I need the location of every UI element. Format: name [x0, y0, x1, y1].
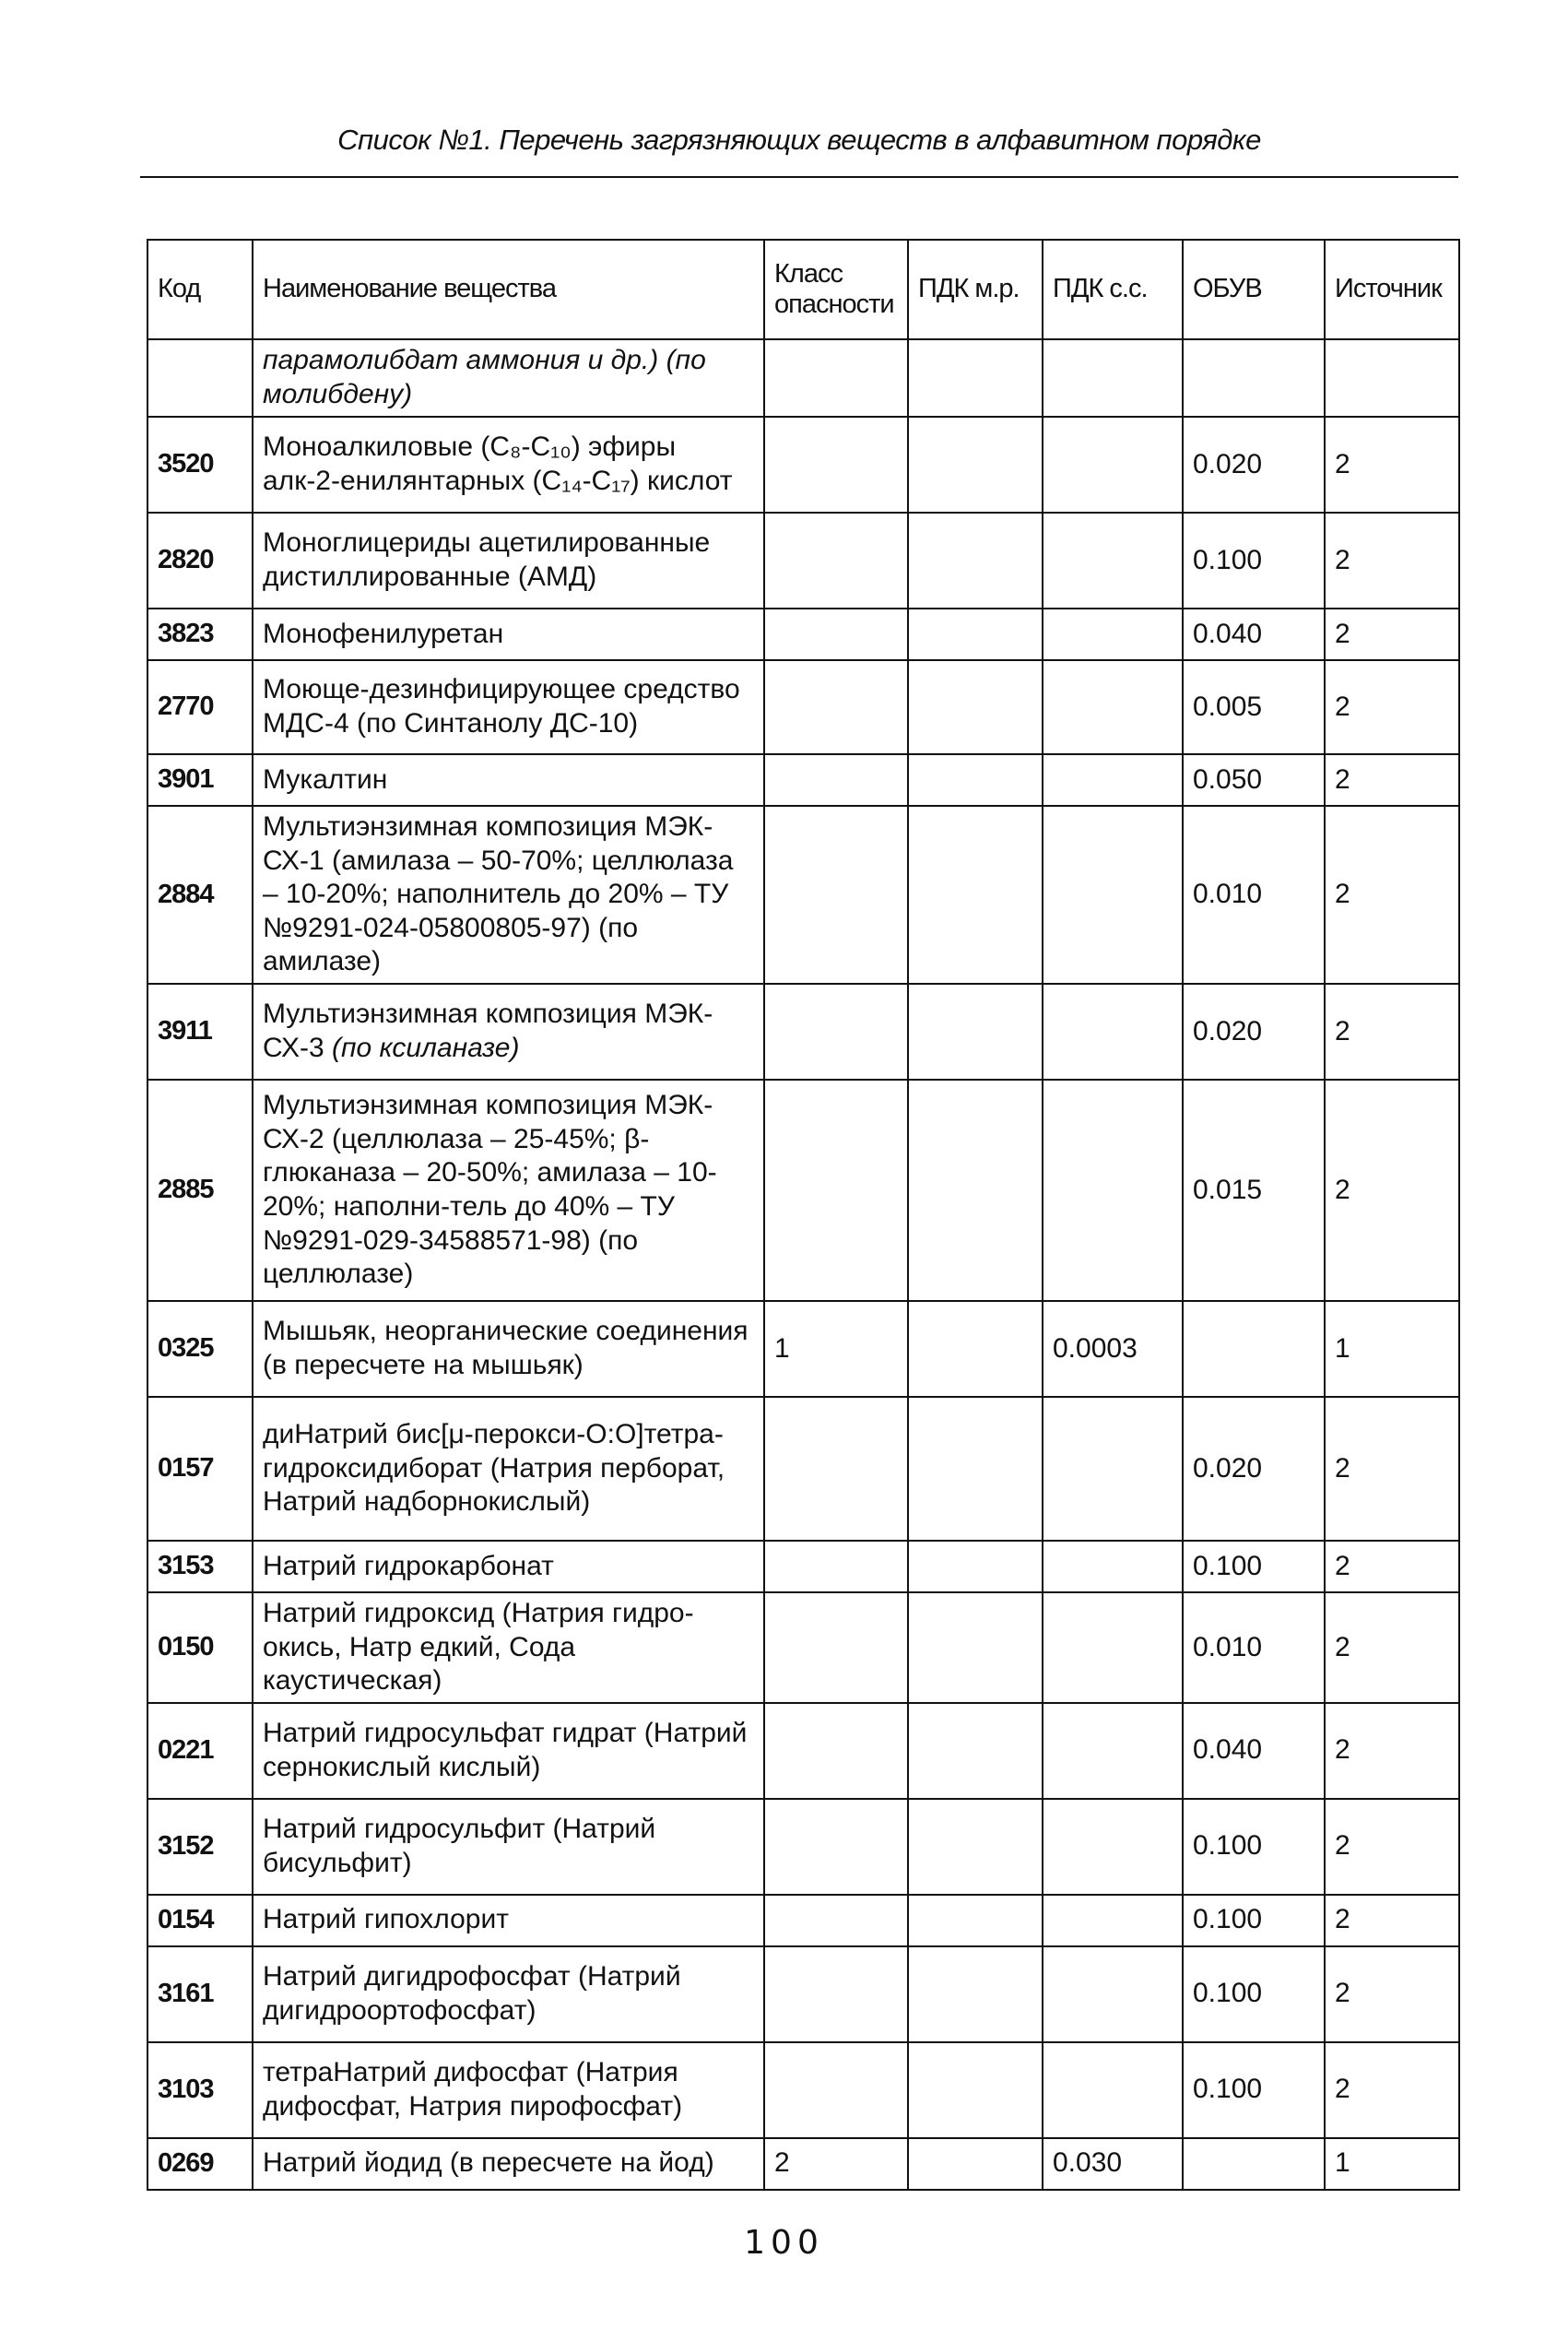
source-cell — [1325, 339, 1459, 417]
hazard-class-cell — [764, 339, 908, 417]
hazard-class-cell — [764, 754, 908, 806]
table-row — [147, 1080, 1459, 1301]
substance-name — [253, 1703, 764, 1799]
obuv-cell — [1183, 1080, 1325, 1301]
substance-code — [147, 2138, 253, 2190]
obuv-cell — [1183, 1895, 1325, 1946]
obuv-cell-text: 0.020 — [1193, 1452, 1263, 1484]
column-header-obuv: ОБУВ — [1183, 240, 1325, 339]
pdk-mr-cell — [908, 806, 1043, 984]
pdk-mr-cell — [908, 1946, 1043, 2042]
pdk-mr-cell — [908, 339, 1043, 417]
source-cell — [1325, 1397, 1459, 1541]
substance-name — [253, 513, 764, 609]
obuv-cell-text: 0.010 — [1193, 1631, 1263, 1662]
substance-code-text: 2885 — [158, 1175, 214, 1205]
substance-name-text: Моноглицериды ацетилированные дистиллированные (АМД) — [263, 527, 711, 592]
source-cell-text: 1 — [1335, 1332, 1350, 1364]
source-cell — [1325, 417, 1459, 513]
hazard-class-cell — [764, 1541, 908, 1592]
substance-code-text: 2770 — [158, 692, 214, 722]
pdk-ss-cell — [1043, 806, 1183, 984]
table-row — [147, 1397, 1459, 1541]
table-row — [147, 1301, 1459, 1397]
obuv-cell — [1183, 1301, 1325, 1397]
substance-name — [253, 1592, 764, 1703]
substance-name — [253, 1301, 764, 1397]
obuv-cell-text: 0.100 — [1193, 2074, 1263, 2105]
substance-name-text: Моноалкиловые (C₈-C₁₀) эфиры алк-2-енилянтарных (C₁₄-C₁₇) кислот — [263, 432, 733, 496]
substance-name-text: Моюще-дезинфицирующее средство МДС-4 (по Синтанолу ДС-10) — [263, 674, 740, 739]
hazard-class-cell — [764, 1397, 908, 1541]
pdk-ss-cell — [1043, 513, 1183, 609]
source-cell-text: 1 — [1335, 2147, 1350, 2179]
obuv-cell-text: 0.040 — [1193, 618, 1263, 649]
source-cell-text: 2 — [1335, 1978, 1350, 2009]
pdk-ss-cell — [1043, 1946, 1183, 2042]
source-cell-text: 2 — [1335, 618, 1350, 649]
substance-name — [253, 339, 764, 417]
obuv-cell-text: 0.020 — [1193, 448, 1263, 479]
pdk-ss-cell-text: 0.030 — [1053, 2147, 1123, 2179]
pdk-mr-cell — [908, 1703, 1043, 1799]
hazard-class-cell — [764, 1799, 908, 1895]
substance-code-text: 0154 — [158, 1905, 214, 1935]
source-cell-text: 2 — [1335, 1734, 1350, 1766]
substance-name-text: Мультиэнзимная композиция МЭК-СХ-1 (амилаза – 50-70%; целлюлаза – 10-20%; наполнитель до 20% – ТУ №9291-024-05800805-97) (по амилазе) — [263, 811, 734, 977]
column-header-code: Код — [147, 240, 253, 339]
substance-name-text: Мышьяк, неорганические соединения (в пересчете на мышьяк) — [263, 1316, 749, 1380]
obuv-cell — [1183, 660, 1325, 754]
obuv-cell — [1183, 1541, 1325, 1592]
obuv-cell — [1183, 1703, 1325, 1799]
substances-table — [147, 239, 1460, 2191]
obuv-cell — [1183, 754, 1325, 806]
pdk-ss-cell — [1043, 660, 1183, 754]
hazard-class-cell — [764, 1895, 908, 1946]
substance-code-text: 3161 — [158, 1979, 214, 2009]
source-cell — [1325, 660, 1459, 754]
pdk-mr-cell — [908, 2138, 1043, 2190]
substance-code — [147, 1397, 253, 1541]
obuv-cell — [1183, 2138, 1325, 2190]
source-cell-text: 2 — [1335, 879, 1350, 910]
obuv-cell-text: 0.100 — [1193, 1830, 1263, 1862]
page-number: 100 — [744, 2224, 824, 2262]
substance-name — [253, 660, 764, 754]
substance-name-text: парамолибдат аммония и др.) (по молибдену) — [263, 345, 706, 409]
table-row — [147, 1703, 1459, 1799]
substance-name-italic-note: (по ксиланазе) — [332, 1032, 520, 1063]
source-cell — [1325, 1799, 1459, 1895]
table-row — [147, 806, 1459, 984]
table-row — [147, 513, 1459, 609]
substance-code-text: 3901 — [158, 764, 214, 795]
hazard-class-cell — [764, 1946, 908, 2042]
substance-name-text: тетраНатрий дифосфат (Натрия дифосфат, Натрия пирофосфат) — [263, 2057, 683, 2122]
hazard-class-cell — [764, 1080, 908, 1301]
pdk-mr-cell — [908, 1541, 1043, 1592]
hazard-class-cell-text: 1 — [774, 1332, 790, 1364]
hazard-class-cell — [764, 1301, 908, 1397]
header-rule — [140, 176, 1458, 178]
table-row — [147, 984, 1459, 1080]
substance-name — [253, 2042, 764, 2138]
pdk-mr-cell — [908, 660, 1043, 754]
pdk-mr-cell — [908, 513, 1043, 609]
pdk-ss-cell — [1043, 984, 1183, 1080]
substance-name — [253, 754, 764, 806]
source-cell — [1325, 1703, 1459, 1799]
substance-code-text: 0157 — [158, 1453, 214, 1484]
table-row — [147, 1799, 1459, 1895]
obuv-cell-text: 0.100 — [1193, 1904, 1263, 1935]
obuv-cell — [1183, 984, 1325, 1080]
substance-code-text: 3152 — [158, 1831, 214, 1862]
source-cell-text: 2 — [1335, 763, 1350, 795]
pdk-mr-cell — [908, 984, 1043, 1080]
source-cell — [1325, 806, 1459, 984]
table-header-row — [147, 240, 1459, 339]
pdk-ss-cell — [1043, 1799, 1183, 1895]
substance-code — [147, 339, 253, 417]
substance-name-text: Натрий гидрокарбонат — [263, 1550, 554, 1581]
source-cell — [1325, 2138, 1459, 2190]
hazard-class-cell — [764, 1703, 908, 1799]
pdk-mr-cell — [908, 609, 1043, 660]
hazard-class-cell — [764, 609, 908, 660]
substance-name-text: диНатрий бис[μ-перокси-O:O]тетра-гидроксидиборат (Натрия перборат, Натрий надборнокислый) — [263, 1419, 725, 1518]
obuv-cell — [1183, 806, 1325, 984]
substance-name — [253, 984, 764, 1080]
column-header-hazard-line2: опасности — [774, 290, 894, 319]
source-cell — [1325, 513, 1459, 609]
pdk-mr-cell — [908, 1592, 1043, 1703]
hazard-class-cell — [764, 1592, 908, 1703]
substance-name-text: Натрий дигидрофосфат (Натрий дигидроортофосфат) — [263, 1961, 681, 2026]
substance-code-text: 2820 — [158, 545, 214, 575]
source-cell — [1325, 1895, 1459, 1946]
column-header-hazard-class — [764, 240, 908, 339]
pdk-ss-cell — [1043, 2042, 1183, 2138]
substance-code — [147, 513, 253, 609]
substance-code-text: 0221 — [158, 1735, 214, 1766]
substance-code — [147, 806, 253, 984]
pdk-mr-cell — [908, 1397, 1043, 1541]
source-cell — [1325, 1592, 1459, 1703]
substance-code-text: 0269 — [158, 2148, 214, 2179]
substance-name — [253, 1080, 764, 1301]
source-cell-text: 2 — [1335, 1015, 1350, 1046]
pdk-mr-cell — [908, 1301, 1043, 1397]
table-row — [147, 1946, 1459, 2042]
substance-code — [147, 660, 253, 754]
substance-code — [147, 754, 253, 806]
obuv-cell — [1183, 609, 1325, 660]
hazard-class-cell — [764, 417, 908, 513]
source-cell — [1325, 1946, 1459, 2042]
table-body — [147, 339, 1459, 2190]
substance-name-text: Натрий йодид (в пересчете на йод) — [263, 2147, 714, 2179]
pdk-ss-cell — [1043, 1703, 1183, 1799]
substance-code-text: 0150 — [158, 1632, 214, 1662]
obuv-cell — [1183, 417, 1325, 513]
hazard-class-cell — [764, 984, 908, 1080]
substance-code — [147, 1592, 253, 1703]
table-row — [147, 2042, 1459, 2138]
table-row — [147, 1592, 1459, 1703]
obuv-cell-text: 0.100 — [1193, 544, 1263, 575]
substance-code-text: 3103 — [158, 2075, 214, 2105]
pdk-ss-cell — [1043, 1397, 1183, 1541]
pdk-ss-cell — [1043, 754, 1183, 806]
pdk-ss-cell — [1043, 1301, 1183, 1397]
table-row — [147, 609, 1459, 660]
source-cell-text: 2 — [1335, 1174, 1350, 1205]
pdk-mr-cell — [908, 1799, 1043, 1895]
source-cell-text: 2 — [1335, 2074, 1350, 2105]
source-cell — [1325, 984, 1459, 1080]
source-cell — [1325, 754, 1459, 806]
pdk-mr-cell — [908, 1895, 1043, 1946]
obuv-cell-text: 0.040 — [1193, 1734, 1263, 1766]
source-cell-text: 2 — [1335, 1452, 1350, 1484]
source-cell-text: 2 — [1335, 691, 1350, 722]
pdk-ss-cell — [1043, 1080, 1183, 1301]
substance-name-text: Натрий гидросульфит (Натрий бисульфит) — [263, 1814, 656, 1878]
running-header: Список №1. Перечень загрязняющих веществ в алфавитном порядке — [337, 124, 1261, 156]
obuv-cell — [1183, 2042, 1325, 2138]
column-header-pdk-mr: ПДК м.р. — [908, 240, 1043, 339]
pdk-ss-cell — [1043, 417, 1183, 513]
hazard-class-cell — [764, 513, 908, 609]
pdk-ss-cell — [1043, 2138, 1183, 2190]
table-row — [147, 1541, 1459, 1592]
substance-name — [253, 1799, 764, 1895]
source-cell — [1325, 609, 1459, 660]
source-cell — [1325, 2042, 1459, 2138]
substance-name-text: Монофенилуретан — [263, 618, 504, 649]
substance-name-text: Мукалтин — [263, 763, 388, 795]
obuv-cell — [1183, 1946, 1325, 2042]
pdk-mr-cell — [908, 2042, 1043, 2138]
obuv-cell — [1183, 1592, 1325, 1703]
hazard-class-cell — [764, 806, 908, 984]
obuv-cell-text: 0.015 — [1193, 1174, 1263, 1205]
obuv-cell-text: 0.005 — [1193, 691, 1263, 722]
obuv-cell-text: 0.020 — [1193, 1015, 1263, 1046]
pdk-mr-cell — [908, 417, 1043, 513]
substance-code — [147, 1946, 253, 2042]
source-cell-text: 2 — [1335, 1830, 1350, 1862]
pdk-ss-cell — [1043, 1592, 1183, 1703]
hazard-class-cell — [764, 2138, 908, 2190]
pdk-ss-cell — [1043, 609, 1183, 660]
pdk-mr-cell — [908, 754, 1043, 806]
pdk-ss-cell — [1043, 1895, 1183, 1946]
substance-code-text: 3911 — [158, 1016, 212, 1046]
substance-name-text: Натрий гидросульфат гидрат (Натрий сернокислый кислый) — [263, 1718, 748, 1782]
source-cell-text: 2 — [1335, 1550, 1350, 1581]
source-cell — [1325, 1541, 1459, 1592]
table-row — [147, 339, 1459, 417]
pdk-mr-cell — [908, 1080, 1043, 1301]
table-row — [147, 660, 1459, 754]
obuv-cell-text: 0.050 — [1193, 763, 1263, 795]
substance-code — [147, 417, 253, 513]
substance-name-text: Натрий гипохлорит — [263, 1904, 509, 1935]
source-cell-text: 2 — [1335, 1631, 1350, 1662]
substance-code — [147, 609, 253, 660]
pdk-ss-cell-text: 0.0003 — [1053, 1332, 1138, 1364]
substance-code — [147, 2042, 253, 2138]
obuv-cell-text: 0.100 — [1193, 1550, 1263, 1581]
substance-code — [147, 1799, 253, 1895]
substance-name-text: Натрий гидроксид (Натрия гидро-окись, Натр едкий, Сода каустическая) — [263, 1597, 694, 1697]
column-header-source: Источник — [1325, 240, 1459, 339]
substance-code-text: 0325 — [158, 1333, 214, 1364]
obuv-cell-text: 0.010 — [1193, 879, 1263, 910]
substance-name — [253, 1946, 764, 2042]
table-row — [147, 417, 1459, 513]
column-header-pdk-ss: ПДК с.с. — [1043, 240, 1183, 339]
substance-code-text: 3520 — [158, 449, 214, 479]
source-cell — [1325, 1301, 1459, 1397]
table-row — [147, 754, 1459, 806]
substance-code-text: 2884 — [158, 879, 214, 909]
substance-name — [253, 609, 764, 660]
obuv-cell — [1183, 1397, 1325, 1541]
substance-code — [147, 1703, 253, 1799]
column-header-name: Наименование вещества — [253, 240, 764, 339]
substance-name — [253, 806, 764, 984]
hazard-class-cell-text: 2 — [774, 2147, 790, 2179]
hazard-class-cell — [764, 660, 908, 754]
substance-code-text: 3823 — [158, 619, 214, 649]
hazard-class-cell — [764, 2042, 908, 2138]
substance-code-text: 3153 — [158, 1551, 214, 1581]
source-cell-text: 2 — [1335, 448, 1350, 479]
substance-name — [253, 417, 764, 513]
pdk-ss-cell — [1043, 1541, 1183, 1592]
substance-code — [147, 1895, 253, 1946]
obuv-cell — [1183, 339, 1325, 417]
substance-code — [147, 1080, 253, 1301]
source-cell-text: 2 — [1335, 544, 1350, 575]
pdk-ss-cell — [1043, 339, 1183, 417]
table-row — [147, 2138, 1459, 2190]
substance-name — [253, 1541, 764, 1592]
substance-code — [147, 1541, 253, 1592]
substance-name-text: Мультиэнзимная композиция МЭК-СХ-3 — [263, 999, 713, 1063]
source-cell — [1325, 1080, 1459, 1301]
substance-name — [253, 1397, 764, 1541]
substance-name — [253, 2138, 764, 2190]
substance-name — [253, 1895, 764, 1946]
obuv-cell-text: 0.100 — [1193, 1978, 1263, 2009]
column-header-hazard-line1: Класс — [774, 258, 843, 289]
table-row — [147, 1895, 1459, 1946]
obuv-cell — [1183, 1799, 1325, 1895]
substance-name-text: Мультиэнзимная композиция МЭК-СХ-2 (целлюлаза – 25-45%; β-глюканаза – 20-50%; амилаза – 10-20%; наполни-тель до 40% – ТУ №9291-029-34588571-98) (по целлюлазе) — [263, 1090, 717, 1290]
source-cell-text: 2 — [1335, 1904, 1350, 1935]
obuv-cell — [1183, 513, 1325, 609]
substance-code — [147, 1301, 253, 1397]
substance-code — [147, 984, 253, 1080]
